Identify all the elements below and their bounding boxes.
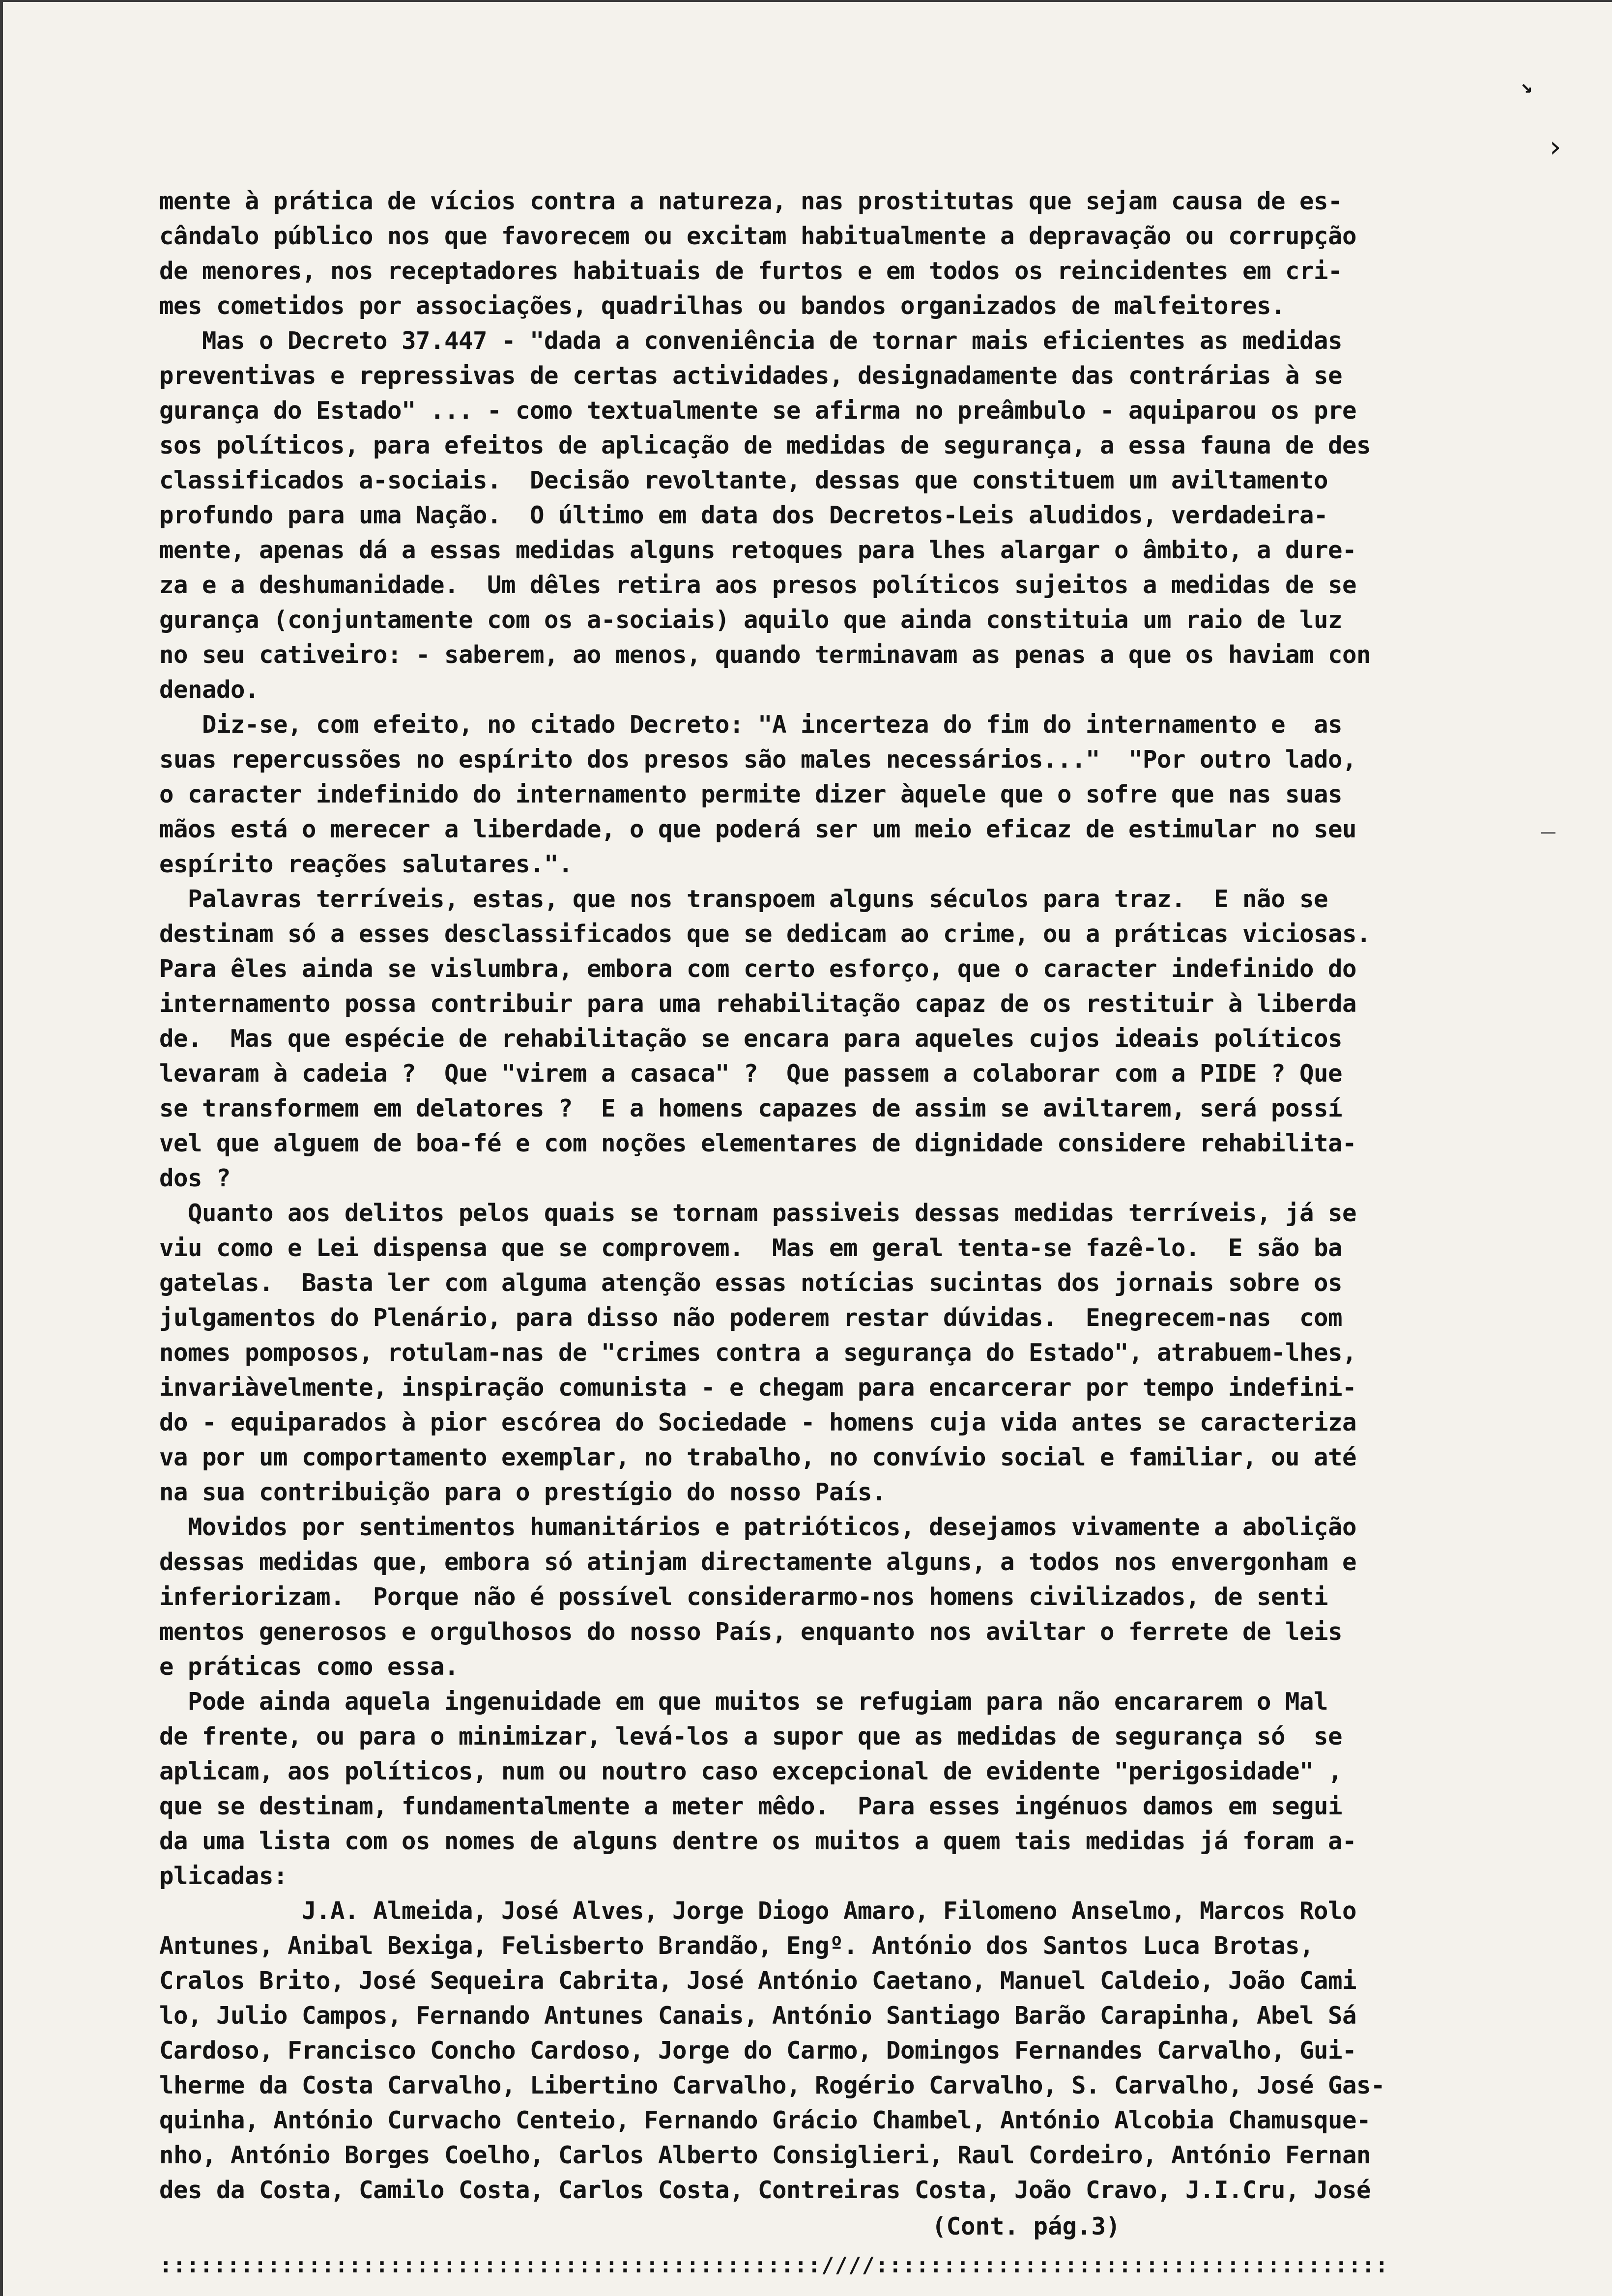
text-line: mes cometidos por associações, quadrilhas ou bandos organizados de malfeitores. [159,292,1286,320]
text-line: profundo para uma Nação. O último em data dos Decretos-Leis aludidos, verdadeira- [159,501,1328,529]
text-line: aplicam, aos políticos, num ou noutro caso excepcional de evidente "perigosidade" , [159,1757,1343,1785]
text-line: nomes pomposos, rotulam-nas de "crimes contra a segurança do Estado", atrabuem-lhes, [159,1339,1357,1367]
text-line: za e a deshumanidade. Um dêles retira aos presos políticos sujeitos a medidas de se [159,571,1357,599]
text-line: invariàvelmente, inspiração comunista - e chegam para encarcerar por tempo indefini- [159,1374,1357,1402]
text-line: Quanto aos delitos pelos quais se tornam passiveis dessas medidas terríveis, já se [159,1199,1357,1227]
text-line: o caracter indefinido do internamento permite dizer àquele que o sofre que nas suas [159,780,1343,808]
text-line: va por um comportamento exemplar, no trabalho, no convívio social e familiar, ou até [159,1443,1357,1471]
text-line: sos políticos, para efeitos de aplicação de medidas de segurança, a essa fauna de des [159,431,1371,459]
text-line: internamento possa contribuir para uma rehabilitação capaz de os restituir à liberda [159,990,1357,1018]
text-line: na sua contribuição para o prestígio do nosso País. [159,1478,887,1506]
text-line: no seu cativeiro: - saberem, ao menos, quando terminavam as penas a que os haviam con [159,641,1371,669]
text-line: denado. [159,676,259,704]
text-line: de. Mas que espécie de rehabilitação se encara para aqueles cujos ideais políticos [159,1025,1343,1053]
text-line: viu como e Lei dispensa que se comprovem. Mas em geral tenta-se fazê-lo. E são ba [159,1234,1343,1262]
text-line: lherme da Costa Carvalho, Libertino Carvalho, Rogério Carvalho, S. Carvalho, José Gas- [159,2071,1385,2099]
text-line: gurança do Estado" ... - como textualmente se afirma no preâmbulo - aquiparou os pre [159,397,1357,425]
text-line: Palavras terríveis, estas, que nos transpoem alguns séculos para traz. E não se [159,885,1328,913]
text-line: Pode ainda aquela ingenuidade em que muitos se refugiam para não encararem o Mal [159,1688,1328,1716]
text-line: classificados a-sociais. Decisão revoltante, dessas que constituem um aviltamento [159,466,1328,494]
text-line: mente à prática de vícios contra a natureza, nas prostitutas que sejam causa de es- [159,187,1343,215]
text-line: Movidos por sentimentos humanitários e patrióticos, desejamos vivamente a abolição [159,1513,1357,1541]
text-line: Cralos Brito, José Sequeira Cabrita, José António Caetano, Manuel Caldeio, João Cami [159,1967,1357,1995]
text-line: mentos generosos e orgulhosos do nosso País, enquanto nos aviltar o ferrete de leis [159,1618,1343,1646]
continuation-note: (Cont. pág.3) [932,2212,1121,2240]
text-line: se transformem em delatores ? E a homens capazes de assim se aviltarem, será possí [159,1094,1343,1122]
text-line: destinam só a esses desclassificados que se dedicam ao crime, ou a práticas viciosas. [159,920,1371,948]
text-line: preventivas e repressivas de certas actividades, designadamente das contrárias à se [159,362,1343,390]
text-line: J.A. Almeida, José Alves, Jorge Diogo Amaro, Filomeno Anselmo, Marcos Rolo [159,1897,1357,1925]
text-line: mãos está o merecer a liberdade, o que poderá ser um meio eficaz de estimular no seu [159,815,1357,843]
text-line: dessas medidas que, embora só atinjam directamente alguns, a todos nos envergonham e [159,1548,1357,1576]
text-line: Mas o Decreto 37.447 - "dada a conveniência de tornar mais eficientes as medidas [159,327,1343,355]
text-line: de menores, nos receptadores habituais de furtos e em todos os reincidentes em cri- [159,257,1343,285]
text-line: suas repercussões no espírito dos presos são males necessários..." "Por outro lado, [159,746,1357,774]
edge-tick-mark: › [1546,130,1564,164]
text-line: do - equiparados à pior escórea do Sociedade - homens cuja vida antes se caracteriza [159,1408,1357,1436]
text-line: vel que alguem de boa-fé e com noções elementares de dignidade considere rehabilita- [159,1129,1357,1157]
text-line: plicadas: [159,1862,288,1890]
typewritten-body [159,184,1476,2208]
text-line: de frente, ou para o minimizar, levá-los a supor que as medidas de segurança só se [159,1722,1343,1751]
text-line: nho, António Borges Coelho, Carlos Alberto Consiglieri, Raul Cordeiro, António Fernan [159,2141,1371,2169]
text-line: gurança (conjuntamente com os a-sociais) aquilo que ainda constituia um raio de luz [159,606,1343,634]
text-line: Antunes, Anibal Bexiga, Felisberto Brandão, Engº. António dos Santos Luca Brotas, [159,1932,1314,1960]
footer-divider: :::::::::::::::::::::::::::::::::::::::::::::::::////:::::::::::::::::::::::::::::::::::::: [159,2253,1389,2278]
text-line: gatelas. Basta ler com alguma atenção essas notícias sucintas dos jornais sobre os [159,1269,1343,1297]
text-line: mente, apenas dá a essas medidas alguns retoques para lhes alargar o âmbito, a dure- [159,536,1357,564]
text-line: da uma lista com os nomes de alguns dentre os muitos a quem tais medidas já foram a- [159,1827,1357,1855]
text-line: que se destinam, fundamentalmente a meter mêdo. Para esses ingénuos damos em segui [159,1792,1343,1820]
text-line: lo, Julio Campos, Fernando Antunes Canais, António Santiago Barão Carapinha, Abel Sá [159,2002,1357,2030]
text-line: cândalo público nos que favorecem ou excitam habitualmente a depravação ou corrupção [159,222,1357,250]
text-line: quinha, António Curvacho Centeio, Fernando Grácio Chambel, António Alcobia Chamusque- [159,2106,1371,2134]
text-line: des da Costa, Camilo Costa, Carlos Costa, Contreiras Costa, João Cravo, J.I.Cru, José [159,2176,1371,2204]
text-line: inferiorizam. Porque não é possível considerarmo-nos homens civilizados, de senti [159,1583,1328,1611]
margin-dash-mark: — [1541,818,1555,845]
text-line: espírito reações salutares.". [159,850,573,878]
text-line: e práticas como essa. [159,1653,459,1681]
text-line: Diz-se, com efeito, no citado Decreto: "A incerteza do fim do internamento e as [159,711,1343,739]
text-line: Para êles ainda se vislumbra, embora com certo esforço, que o caracter indefinido do [159,955,1357,983]
corner-mark: ↘ [1521,75,1533,97]
text-line: julgamentos do Plenário, para disso não poderem restar dúvidas. Enegrecem-nas com [159,1304,1343,1332]
text-line: dos ? [159,1164,231,1192]
text-line: levaram à cadeia ? Que "virem a casaca" ? Que passem a colaborar com a PIDE ? Que [159,1060,1343,1088]
text-line: Cardoso, Francisco Concho Cardoso, Jorge do Carmo, Domingos Fernandes Carvalho, Gui- [159,2037,1357,2065]
